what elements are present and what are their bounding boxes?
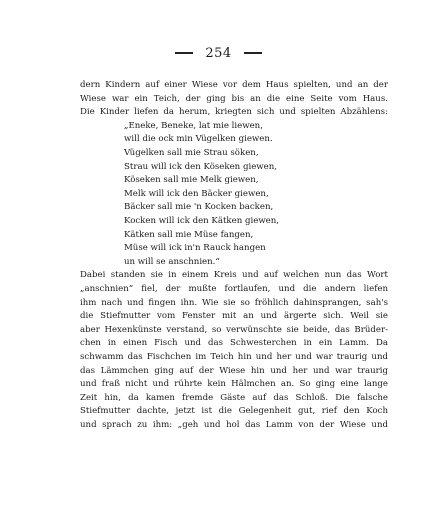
text-line: „anschnien“ fiel, der mußte fortlaufen, und die andern liefen — [80, 284, 388, 294]
text-line: Zeit hin, da kamen fremde Gäste auf das Schloß. Die falsche — [80, 392, 388, 403]
page-header — [0, 44, 437, 62]
header-dash-left — [175, 52, 193, 54]
verse-line: Kätken sall mie Müse fangen, — [124, 229, 254, 240]
verse-line: „Eneke, Beneke, lat mie liewen, — [124, 120, 263, 131]
text-line: Stiefmutter dachte, jetzt ist die Gelegenheit gut, rief den Koch — [80, 406, 388, 417]
verse-line: Kocken will ick den Kätken giewen, — [124, 216, 280, 226]
text-line: das Lämmchen ging auf der Wiese hin und her und war traurig — [80, 365, 388, 376]
verse-line: Bäcker sall mie 'n Kocken backen, — [124, 202, 274, 213]
verse-line: un will se anschnien.“ — [124, 256, 220, 267]
page-number: 254 — [205, 45, 232, 61]
text-line: dern Kindern auf einer Wiese vor dem Haus spielten, und an der — [80, 80, 388, 90]
verse-line: Köseken sall mie Melk giewen, — [124, 175, 259, 186]
text-line: Die Kinder liefen da herum, kriegten sich und spielten Abzählens: — [80, 107, 388, 118]
text-line: aber Hexenkünste verstand, so verwünschte sie beide, das Brüder- — [80, 324, 388, 335]
text-line: chen in einen Fisch und das Schwesterchen in ein Lamm. Da — [80, 338, 388, 349]
text-line: und sprach zu ihm: „geh und hol das Lamm von der Wiese und — [80, 420, 388, 430]
text-line: und fraß nicht und rührte kein Hälmchen an. So ging eine lange — [80, 379, 388, 390]
verse-line: Müse will ick in'n Rauck hangen — [124, 243, 266, 254]
text-line: Wiese war ein Teich, der ging bis an die eine Seite vom Haus. — [80, 93, 388, 104]
text-line: ihm nach und fingen ihn. Wie sie so fröhlich dahinsprangen, sah's — [80, 297, 388, 308]
verse-line: Strau will ick den Köseken giewen, — [124, 161, 277, 172]
verse-line: Vügelken sall mie Strau söken, — [124, 148, 259, 158]
verse-line: Melk will ick den Bäcker giewen, — [124, 188, 269, 199]
text-line: die Stiefmutter vom Fenster mit an und ärgerte sich. Weil sie — [80, 311, 388, 322]
header-dash-right — [244, 52, 262, 54]
text-line: schwamm das Fischchen im Teich hin und her und war traurig und — [80, 352, 388, 362]
text-line: Dabei standen sie in einem Kreis und auf welchen nun das Wort — [80, 270, 388, 281]
verse-line: will die ock min Vügelken giewen. — [124, 134, 273, 145]
